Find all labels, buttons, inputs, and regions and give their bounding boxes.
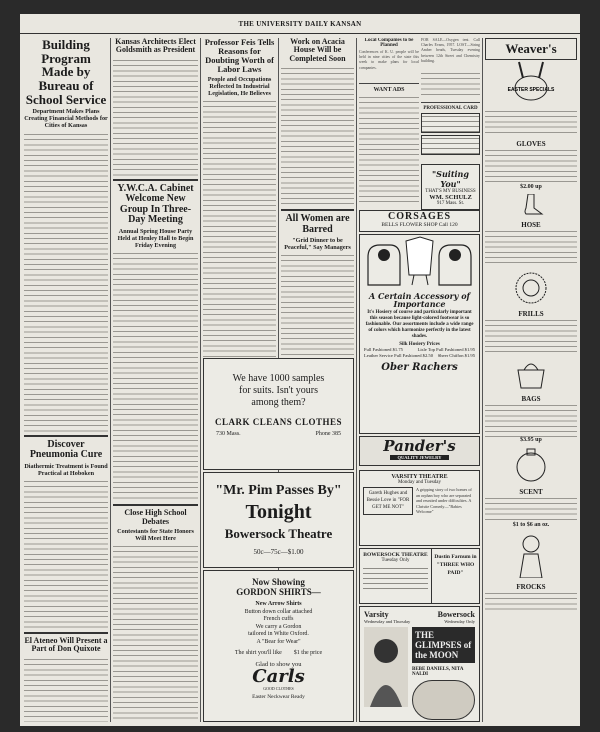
varsity-desc: A gripping story of two homes of an orphan boy who are separated and reunited under difficulties. A Christie Comedy—"Babies Welcome" — [416, 487, 472, 514]
gordon-price: The shirt you'll like $1 the price — [234, 650, 323, 656]
article-body — [24, 657, 108, 722]
weavers-title: Weaver's — [485, 38, 577, 60]
headline-ywca: Y.W.C.A. Cabinet Welcome New Group In Three-Day Meeting — [117, 182, 194, 226]
mr-pim-ad — [203, 472, 354, 568]
column-5a — [359, 38, 419, 208]
subhead-feis: People and Occupations Reflected In Industrial Legislation, He Believes — [207, 75, 272, 97]
subhead-grid-dinner: "Grid Dinner to be Peaceful," Say Managers — [284, 237, 351, 252]
gordon-line: French cuffs — [263, 616, 294, 622]
for-sale-text: FOR SALE—Oxygen tent. Call Charles Evans, 1957. LOST—String Amber beads, Tuesday evening between 12th Street and Chemistry building. — [421, 38, 480, 63]
hosiery-item: Sheer Chiffon $1.95 — [437, 353, 475, 358]
corsages-ad — [359, 210, 480, 232]
subhead-ywca: Annual Spring House Party Held at Henley Hall to Begin Friday Evening — [117, 227, 194, 250]
samples-line: for suits. Isn't yours — [238, 385, 319, 396]
weavers-item-name: FROCKS — [516, 583, 546, 591]
notice-text: Conferences of K. U. people will be held in nine cities of the state this week to make plans for local companies. — [359, 50, 419, 70]
column-4 — [281, 38, 354, 378]
column-2 — [113, 38, 198, 722]
schulz-address: 917 Mass. St. — [436, 201, 465, 206]
gordon-sub: GORDON SHIRTS— — [236, 587, 321, 597]
play-title: "Mr. Pim Passes By" — [215, 483, 342, 498]
varsity2-days: Wednesday and Thursday — [364, 619, 411, 624]
article-body — [24, 479, 108, 629]
hosiery-item: Leather Service Full Fashioned $2.50 — [364, 353, 434, 358]
bowersock-days: Tuesday Only — [381, 558, 410, 563]
samples-line: among them? — [251, 397, 306, 408]
weavers-item-text — [485, 229, 577, 267]
bowersock-show: Dustin Farnum in "THREE WHO PAID" — [434, 554, 477, 576]
clark-ad — [203, 358, 354, 470]
card-box — [421, 135, 480, 155]
clark-brand: CLARK CLEANS CLOTHES — [214, 417, 343, 427]
varsity-title: VARSITY THEATRE — [391, 474, 448, 480]
corsages-title: CORSAGES — [387, 211, 451, 222]
headline-women-barred: All Women are Barred — [285, 213, 350, 235]
woman-frock-illustration — [506, 532, 556, 578]
gordon-line: A "Bear for Wear" — [256, 638, 301, 645]
play-prices: 50c—75c—$1.00 — [253, 548, 304, 556]
masthead-title: THE UNIVERSITY DAILY KANSAN — [238, 20, 362, 28]
gordon-tail: Glad to show you — [255, 661, 302, 668]
schulz-ad — [421, 164, 480, 210]
card-box — [421, 113, 480, 133]
hosiery-item: Full Fashioned $1.75 — [364, 347, 403, 352]
headline-debates: Close High School Debates — [124, 508, 187, 526]
subhead-building-program: Department Makes Plans Creating Financial Methods for Cities of Kansas — [24, 108, 108, 130]
schulz-name: WM. SCHULZ — [429, 194, 472, 201]
play-when: Tonight — [245, 501, 312, 523]
hosiery-illustration — [360, 235, 479, 287]
clark-phone: Phone 385 — [315, 431, 341, 437]
bowersock3-title: Bowersock — [437, 610, 475, 619]
varsity2-title: Varsity — [364, 610, 389, 619]
column-rule — [356, 38, 357, 722]
weavers-item-name: SCENT — [519, 488, 543, 496]
weavers-item-price: $1 to $6 an oz. — [512, 522, 550, 528]
bowersock-tuesday-ad — [359, 548, 480, 604]
newspaper-page — [20, 14, 580, 726]
weavers-item-text — [485, 403, 577, 437]
carls-logo-sub: GOOD CLOTHES — [263, 686, 294, 691]
article-body — [113, 251, 198, 501]
shop-phone: Call 120 — [438, 222, 458, 228]
samples-line: We have 1000 samples — [232, 373, 325, 384]
panders-name: Pander's — [383, 437, 456, 455]
masthead — [20, 14, 580, 34]
glimpses-title: THE GLIMPSES of the MOON — [412, 627, 475, 663]
weavers-item-name: GLOVES — [516, 140, 546, 148]
carls-logo: Carls — [252, 666, 305, 687]
weavers-item-name: FRILLS — [518, 310, 544, 318]
professional-card-title: PROFESSIONAL CARD — [423, 106, 478, 111]
weavers-item-name: HOSE — [521, 221, 541, 229]
article-body — [203, 99, 276, 378]
gordon-line: New Arrow Shirts — [255, 601, 302, 607]
headline-pneumonia: Discover Pneumonia Cure — [29, 438, 103, 461]
headline-feis: Professor Feis Tells Reasons for Doubting Worth of Labor Laws — [204, 38, 275, 74]
weavers-ad — [485, 38, 577, 722]
article-body — [113, 544, 198, 722]
glimpses-cast: BEBE DANIELS, NITA NALDI — [412, 667, 464, 677]
hosiery-title: A Certain Accessory of Importance — [369, 291, 470, 309]
headline-acacia: Work on Acacia House Will be Completed Soon — [289, 38, 346, 63]
shop-name: BELLS FLOWER SHOP — [381, 222, 438, 228]
headline-architects: Kansas Architects Elect Goldsmith as President — [115, 38, 196, 55]
subhead-debates: Contestants for State Honors Will Meet Here — [117, 527, 194, 543]
clark-address: 730 Mass. — [216, 431, 241, 437]
hosiery-item: Lisle Top Full Fashioned $1.95 — [417, 347, 475, 352]
carls-ad — [203, 570, 354, 722]
weavers-item-text — [485, 496, 577, 522]
stocking-icon — [516, 194, 546, 216]
weavers-item-text — [485, 318, 577, 356]
panders-tag: QUALITY JEWELRY — [390, 455, 449, 460]
varsity-ad — [359, 470, 480, 546]
column-1 — [24, 38, 108, 722]
hosiery-body: It's Hosiery of course and particularly important this season because light-colored footwear is so fashionable. Our assortments include a wide range of colors which harmonize perfectly in the latest shades. — [365, 310, 474, 339]
frill-collar-icon — [511, 271, 551, 305]
subhead-pneumonia: Diathermic Treatment is Found Practical at Hoboken — [24, 462, 108, 477]
easter-specials-label: EASTER SPECIALS — [507, 87, 555, 93]
perfume-bottle-icon — [511, 447, 551, 483]
column-rule — [200, 38, 201, 722]
suiting-headline: "Suiting You" — [432, 169, 469, 189]
weavers-item-price: $2.00 up — [520, 184, 542, 190]
column-3 — [203, 38, 276, 378]
hosiery-item: Silk Hosiery Prices — [399, 342, 440, 347]
panders-ad — [359, 436, 480, 466]
classified-body — [421, 71, 480, 99]
headline-building-program: Building Program Made by Bureau of School Service — [25, 38, 107, 107]
article-body — [281, 66, 354, 206]
weavers-intro — [485, 109, 577, 137]
store-signature: Ober Rachers — [381, 362, 458, 373]
article-body — [113, 58, 198, 176]
column-rule — [110, 38, 111, 722]
weavers-item-text — [485, 148, 577, 184]
suiting-tag: THAT'S MY BUSINESS — [425, 189, 476, 194]
wednesday-ads — [359, 606, 480, 722]
headline-ateneo: El Ateneo Will Present a Part of Don Quixote — [24, 635, 108, 654]
column-rule — [482, 38, 483, 722]
actress-portrait — [412, 680, 475, 720]
want-ads-body — [359, 95, 419, 205]
weavers-item-name: BAGS — [521, 395, 541, 403]
handbag-icon — [514, 360, 548, 390]
gordon-line: Button down collar attached — [244, 608, 313, 615]
gordon-title: Now Showing — [252, 577, 305, 587]
weavers-item-price: $3.95 up — [520, 437, 542, 443]
gordon-footer: Easter Neckwear Ready — [252, 694, 305, 700]
movie-illustration — [364, 627, 408, 707]
gordon-line: We carry a Gordon — [255, 623, 302, 630]
bowersock3-days: Wednesday Only — [444, 619, 475, 624]
bowersock-title: BOWERSOCK THEATRE — [363, 552, 428, 558]
varsity-days: Monday and Tuesday — [397, 480, 442, 485]
hosiery-ad — [359, 234, 480, 434]
play-venue: Bowersock Theatre — [224, 526, 333, 541]
easter-rabbit-illustration — [485, 60, 577, 104]
want-ads-title: WANT ADS — [373, 87, 405, 93]
gordon-line: tailored in White Oxford. — [248, 631, 309, 637]
weavers-item-text — [485, 591, 577, 613]
article-body — [24, 132, 108, 432]
notice-title: Local Companies to be Planned — [364, 38, 414, 48]
varsity-show: Gareth Hughes and Bessie Love in "FOR GET ME NOT" — [363, 487, 413, 515]
